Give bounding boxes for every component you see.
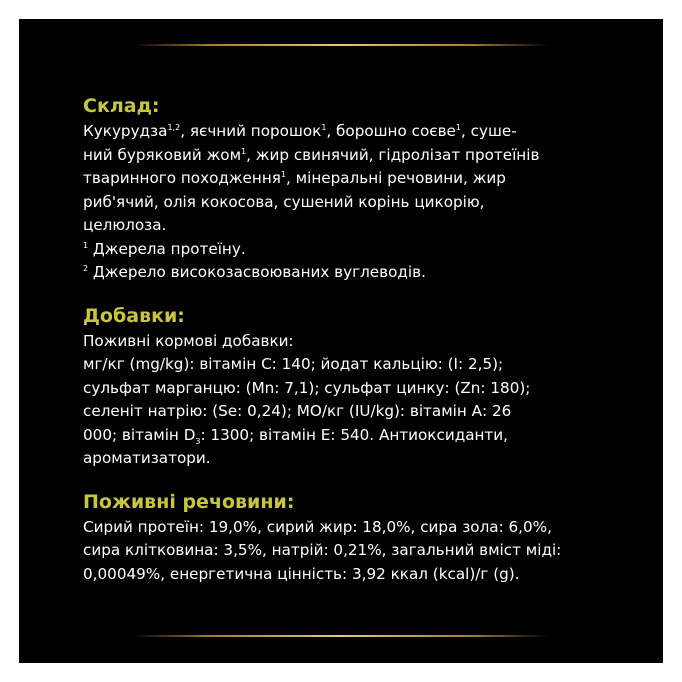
footnote-mark: 1,2: [167, 122, 181, 132]
note-1-mark: 1: [83, 240, 89, 250]
additives-heading: Добавки:: [83, 304, 185, 327]
nutrients-heading: Поживні речовини:: [83, 490, 295, 513]
composition-note-1: [83, 238, 593, 262]
additives-text: Поживні кормові добавки: мг/кг (mg/kg): вітамін С: 140; йодат кальцію: (I: 2,5); сульфат марганцю: (Mn: 7,1); сульфат цинку: (Zn: 180); селеніт натрію: (Se: 0,24); МО/кг (IU/kg): вітамін А: 26 000; вітамін $D_3$: 1300; вітамін Е: 540. Антиоксиданти, ароматизатори.: [83, 331, 531, 467]
label-panel: [19, 19, 663, 663]
footnote-mark: 1: [321, 122, 327, 132]
label-content: [83, 94, 593, 605]
nutrients-text: Сирий протеїн: 19,0%, сирий жир: 18,0%, сира зола: 6,0%, сира клітковина: 3,5%, натрій: 0,21%, загальний вміст міді: 0,00049%, енергетична цінність: 3,92 ккал (kcal)/г (g).: [83, 517, 562, 583]
note-1-text: Джерела протеїну.: [88, 239, 246, 258]
composition-note-2: [83, 261, 593, 285]
footnote-mark: 1: [280, 169, 286, 179]
top-gold-divider: [132, 44, 550, 46]
composition-section: [83, 94, 593, 285]
additives-section: [83, 304, 593, 471]
note-2-text: Джерело високозасвоюваних вуглеводів.: [88, 263, 426, 281]
nutrients-section: [83, 490, 593, 587]
subscript: 3: [195, 436, 201, 446]
composition-heading: Склад:: [83, 95, 160, 117]
note-2-mark: 2: [83, 263, 89, 273]
footnote-mark: 1: [455, 122, 461, 132]
composition-text: Кукурудза$^{1,2}$, яєчний порошок$^1$, борошно соєве$^1$, суше- ний буряковий жом$^1$, жир свинячий, гідролізат протеїнів тваринного походження$^1$, мінеральні речовини, жир риб'ячий, олія кокосова, сушений корінь цикорію, целюлоза.: [83, 122, 540, 234]
footnote-mark: 1: [241, 146, 247, 156]
bottom-gold-divider: [132, 635, 550, 637]
